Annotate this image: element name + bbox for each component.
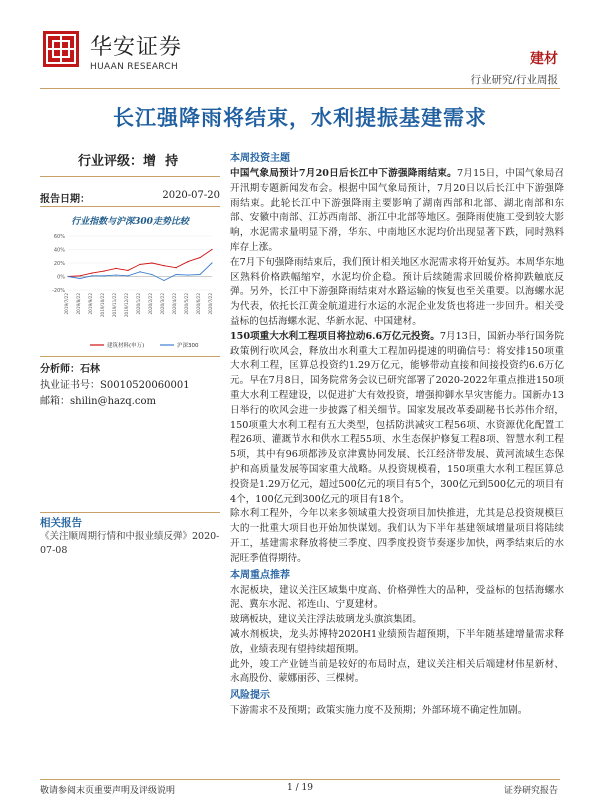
analyst-cert-row	[40, 378, 220, 394]
section-heading: 风险提示	[230, 690, 270, 702]
report-category: 建材	[530, 51, 558, 67]
related-reports-heading: 相关报告	[40, 517, 82, 529]
brand-name-cn: 华安证券	[90, 35, 183, 60]
analyst-cert: S0010520060001	[100, 380, 190, 391]
section-paragraph	[230, 658, 564, 688]
data-point	[115, 268, 116, 269]
report-date-row	[40, 190, 220, 205]
data-point	[67, 276, 68, 277]
data-point	[91, 275, 92, 276]
data-point	[103, 275, 104, 276]
y-tick-label: -20%	[52, 288, 65, 294]
section-paragraph	[230, 256, 564, 330]
footer-label: 证券研究报告	[503, 786, 558, 796]
index-comparison-chart	[40, 228, 220, 353]
analyst-name-row	[40, 362, 220, 378]
paragraph-lead: 中国气象局预计7月20日后长江中下游强降雨结束。	[230, 168, 457, 179]
y-tick-label: 20%	[53, 261, 65, 267]
analyst-name-label: 分析师：	[40, 364, 80, 375]
x-tick-label: 2019/11/22	[112, 293, 117, 318]
rating-label: 行业评级：	[78, 154, 144, 169]
x-tick-label: 2020/5/22	[184, 293, 189, 315]
paragraph-text: 除水利工程外，今年以来多领域重大投资项目加快推进，尤其是总投资规模巨大的一批重大项目也开始加快谋划。我们认为下半年基建领域增量项目将陆续开工，基建需求释放将使三季度、四季度投资节奏逐步加快，两季结束后的水泥旺季值得期待。	[230, 508, 564, 564]
data-point	[79, 278, 80, 279]
report-subcategory: 行业研究/行业周报	[470, 74, 558, 86]
logo-seal-icon	[42, 30, 80, 68]
analyst-block	[40, 362, 220, 410]
paragraph-text: 减水剂板块，龙头苏博特2020H1业绩预告超预期，下半年随基建增量需求释放，业绩表现有望持续超预期。	[230, 628, 564, 655]
left-divider	[40, 176, 220, 177]
industry-rating	[78, 150, 178, 169]
header-divider	[40, 88, 560, 89]
related-report-item[interactable]: 《关注顺周期行情和中报业绩反弹》2020-07-08	[40, 531, 220, 556]
x-tick-label: 2020/6/22	[196, 293, 201, 315]
legend-label: 沪深300	[177, 343, 199, 349]
section-heading: 本周投资主题	[230, 153, 290, 164]
section-paragraph	[230, 584, 564, 614]
analyst-email-row	[40, 394, 220, 410]
data-point	[199, 274, 200, 275]
paragraph-text: 玻璃板块，建议关注浮法玻璃龙头旗滨集团。	[230, 614, 422, 626]
paragraph-text: 下游需求不及预期；政策实施力度不及预期；外部环境不确定性加剧。	[230, 705, 528, 717]
data-point	[163, 280, 164, 281]
related-divider	[40, 512, 220, 513]
analyst-cert-label: 执业证书号：	[40, 380, 100, 391]
y-tick-label: 40%	[53, 247, 65, 254]
section-paragraph	[230, 628, 564, 658]
brand-logo	[40, 28, 200, 76]
data-point	[211, 249, 212, 250]
x-tick-label: 2019/8/22	[76, 293, 81, 315]
data-point	[187, 261, 188, 262]
data-point	[151, 262, 152, 263]
paragraph-text: 水泥板块，建议关注区域集中度高、价格弹性大的品种，受益标的包括海螺水泥、冀东水泥、祁连山、宁夏建材。	[230, 584, 564, 611]
paragraph-text: 7月13日，国新办举行国务院政策例行吹风会，释放出水利重大工程加码提速的明确信号：将安排150项重大水利工程，匡算总投资约1.29万亿元，能够带动直接和间接投资约6.6万亿元。早在7月8日，国务院常务会议已研究部署了2020-2022年重点推进150项重大水利工程建设，以促进扩大有效投资，增强抑御水旱灾害能力。国新办13日举行的吹风会进一步披露了相关细节。国家发展改革委副秘书长苏伟介绍，150项重大水利工程有五大类型，包括防洪减灾工程56项、水资源优化配置工程26项、灌溉节水和供水工程55项、水生态保护修复工程8项、智慧水利工程5项，其中有96项都涉及京津冀协同发展、长江经济带发展、黄河流域生态保护和高质量发展等国家重大战略。从投资规模看，150项重大水利工程匡算总投资是1.29万亿元，超过500亿元的项目有5个，300亿元到500亿元的项目有4个，100亿元到300亿元的项目有18个。	[230, 330, 564, 505]
x-tick-label: 2019/7/22	[64, 293, 69, 315]
data-point	[175, 267, 176, 268]
data-point	[187, 275, 188, 276]
y-tick-label: 60%	[53, 234, 65, 240]
data-point	[127, 275, 128, 276]
paragraph-text: 在7月下旬强降雨结束后，我们预计相关地区水泥需求将开始复苏。本周华东地区熟料价格跌幅缩窄，水泥均价企稳。预计后续随需求回暖价格抑跌触底反弹。另外，长江中下游强降雨结束对水路运输的恢复也至关重要。以海螺水泥为代表，依托长江黄金航道进行水运的水泥企业发货也将进一步回升。相关受益标的包括海螺水泥、华新水泥、中国建材。	[230, 256, 564, 327]
data-point	[115, 275, 116, 276]
footer-divider	[40, 779, 560, 780]
x-tick-label: 2020/4/22	[172, 293, 177, 315]
section-paragraph	[230, 330, 564, 508]
x-tick-label: 2020/2/22	[148, 293, 153, 315]
section-paragraph	[230, 613, 564, 628]
rating-value: 增 持	[143, 154, 179, 169]
section-paragraph	[230, 507, 564, 566]
section-paragraph	[230, 704, 564, 719]
main-content	[230, 150, 564, 719]
report-date-value: 2020-07-20	[162, 190, 220, 201]
x-tick-label: 2020/3/22	[160, 293, 165, 315]
x-tick-label: 2020/1/22	[136, 293, 141, 315]
data-point	[139, 271, 140, 272]
data-point	[127, 270, 128, 271]
x-tick-label: 2020/7/22	[208, 293, 213, 315]
x-tick-label: 2019/12/22	[124, 293, 129, 318]
section-paragraph	[230, 167, 564, 256]
legend-label: 建筑材料(申万)	[107, 343, 145, 349]
chart-caption: 行业指数与沪深300走势比较	[71, 217, 189, 227]
page-number: 1 / 19	[287, 783, 313, 793]
analyst-name: 石林	[80, 364, 100, 375]
left-divider	[40, 356, 220, 357]
data-point	[199, 257, 200, 258]
data-point	[211, 262, 212, 263]
report-title: 长江强降雨将结束，水利提振基建需求	[113, 105, 487, 130]
data-point	[91, 273, 92, 274]
brand-name-en: HUAAN RESEARCH	[90, 62, 179, 72]
data-point	[139, 264, 140, 265]
data-point	[103, 271, 104, 272]
footer-disclaimer: 敬请参阅末页重要声明及评级说明	[40, 786, 176, 796]
data-point	[79, 275, 80, 276]
report-date-label: 报告日期：	[40, 194, 90, 205]
data-point	[163, 265, 164, 266]
y-tick-label: 0%	[57, 274, 65, 281]
paragraph-text: 7月15日，中国气象局召开汛期专题新闻发布会。根据中国气象局预计，7月20日以后长江中下游强降雨结束。此轮长江中下游强降雨主要影响了湖南西部和北部、湖北南部和东部、安徽中南部、江苏西南部、浙江中北部等地区。强降雨使施工受到较大影响，水泥需求量明显下滑，华东、中南地区水泥均价出现显著下跌，同时熟料库存上涨。	[230, 168, 565, 253]
left-divider	[40, 206, 220, 207]
section-heading: 本周重点推荐	[230, 569, 290, 581]
analyst-email-label: 邮箱：	[40, 396, 70, 407]
data-point	[151, 274, 152, 275]
paragraph-lead: 150项重大水利工程项目将拉动6.6万亿元投资。	[230, 330, 440, 342]
paragraph-text: 此外，竣工产业链当前是较好的布局时点，建议关注相关后端建材伟星新材、永高股份、蒙娜丽莎、三棵树。	[230, 658, 564, 685]
x-tick-label: 2019/10/22	[100, 293, 105, 318]
x-tick-label: 2019/9/22	[88, 293, 93, 315]
analyst-email[interactable]: shilin@hazq.com	[70, 396, 156, 407]
data-point	[175, 274, 176, 275]
